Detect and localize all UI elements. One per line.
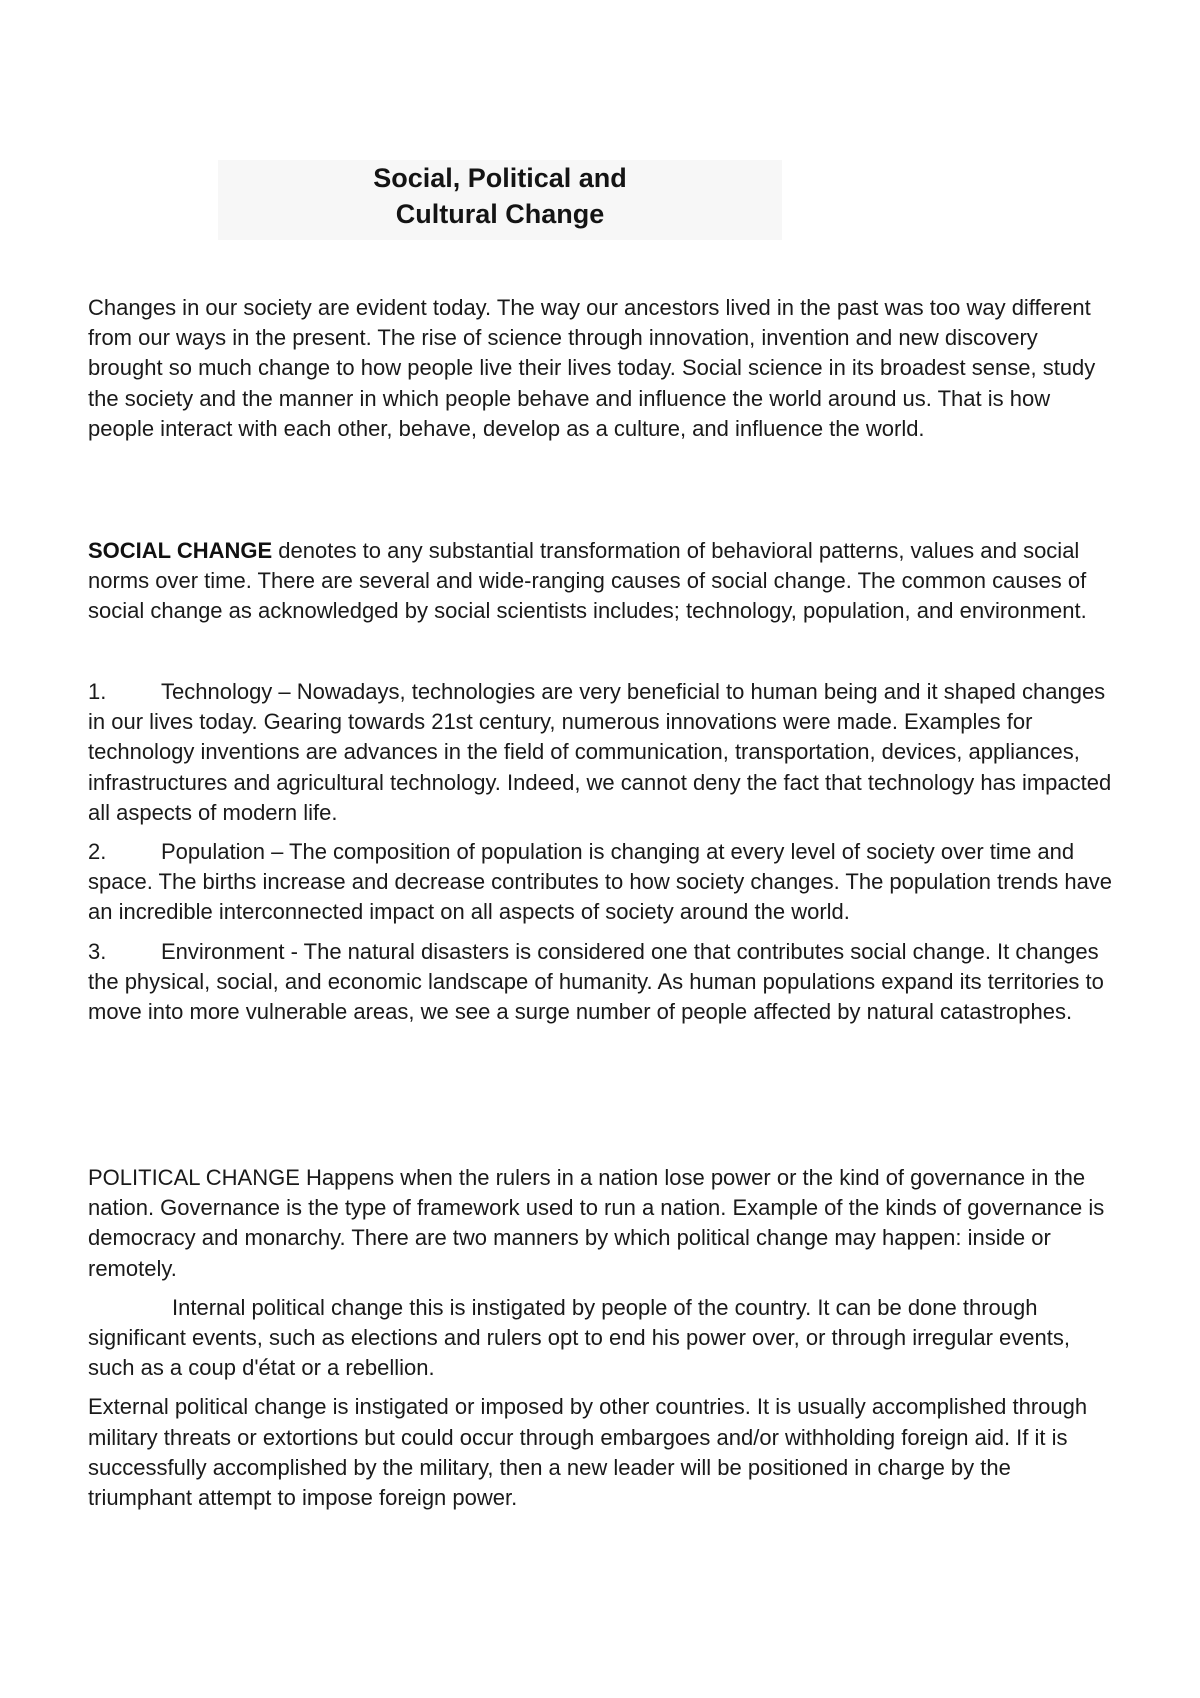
external-political-paragraph: External political change is instigated or imposed by other countries. It is usually accomplished through military threats or extortions but could occur through embargoes and/or withholding foreign aid. If it is successfully accomplished by the military, then a new leader will be positioned in charge by the triumphant attempt to impose foreign power. — [88, 1394, 1088, 1511]
social-change-text: denotes to any substantial transformation of behavioral patterns, values and social norms over time. There are several and wide-ranging causes of social change. The common causes of social change as acknowledged by social scientists includes; technology, population, and environment. — [88, 538, 1087, 624]
social-change-heading: SOCIAL CHANGE — [88, 538, 273, 563]
page-title — [218, 160, 782, 232]
political-change-paragraph: POLITICAL CHANGE Happens when the rulers in a nation lose power or the kind of governance in the nation. Governance is the type of framework used to run a nation. Example of the kinds of governance is democracy and monarchy. There are two manners by which political change may happen: inside or remotely. — [88, 1165, 1105, 1281]
title-line-1: Social, Political and — [373, 163, 627, 193]
causes-list — [88, 677, 1118, 1036]
title-line-2: Cultural Change — [395, 199, 605, 229]
internal-political-paragraph: Internal political change this is instigated by people of the country. It can be done through significant events, such as elections and rulers opt to end his power over, or through irregular events, such as a coup d'état or a rebellion. — [88, 1294, 1070, 1381]
list-item-text: Technology – Nowadays, technologies are very beneficial to human being and it shaped changes in our lives today. Gearing towards 21st century, numerous innovations were made. Examples for technology inventions are advances in the field of communication, transportation, devices, appliances, infrastructures and agricultural technology. Indeed, we cannot deny the fact that technology has impacted all aspects of modern life. — [88, 679, 1112, 825]
list-item — [88, 837, 1118, 928]
intro-section — [88, 293, 1118, 444]
list-item-number: 1. — [88, 679, 107, 704]
social-change-paragraph — [88, 536, 1118, 627]
list-item — [88, 937, 1118, 1028]
political-change-section — [88, 1163, 1118, 1522]
list-item-text: Environment - The natural disasters is considered one that contributes social change. It changes the physical, social, and economic landscape of humanity. As human populations expand its territories to move into more vulnerable areas, we see a surge number of people affected by natural catastrophes. — [88, 938, 1104, 1025]
list-item-text: Population – The composition of population is changing at every level of society over time and space. The births increase and decrease contributes to how society changes. The population trends have an incredible interconnected impact on all aspects of society around the world. — [88, 839, 1113, 925]
list-item-number: 2. — [88, 839, 107, 865]
social-change-section — [88, 536, 1118, 627]
list-item-number: 3. — [88, 938, 107, 964]
list-item — [88, 677, 1118, 828]
intro-paragraph: Changes in our society are evident today. The way our ancestors lived in the past was too way different from our ways in the present. The rise of science through innovation, invention and new discovery brought so much change to how people live their lives today. Social science in its broadest sense, study the society and the manner in which people behave and influence the world around us. That is how people interact with each other, behave, develop as a culture, and influence the world. — [88, 295, 1096, 441]
